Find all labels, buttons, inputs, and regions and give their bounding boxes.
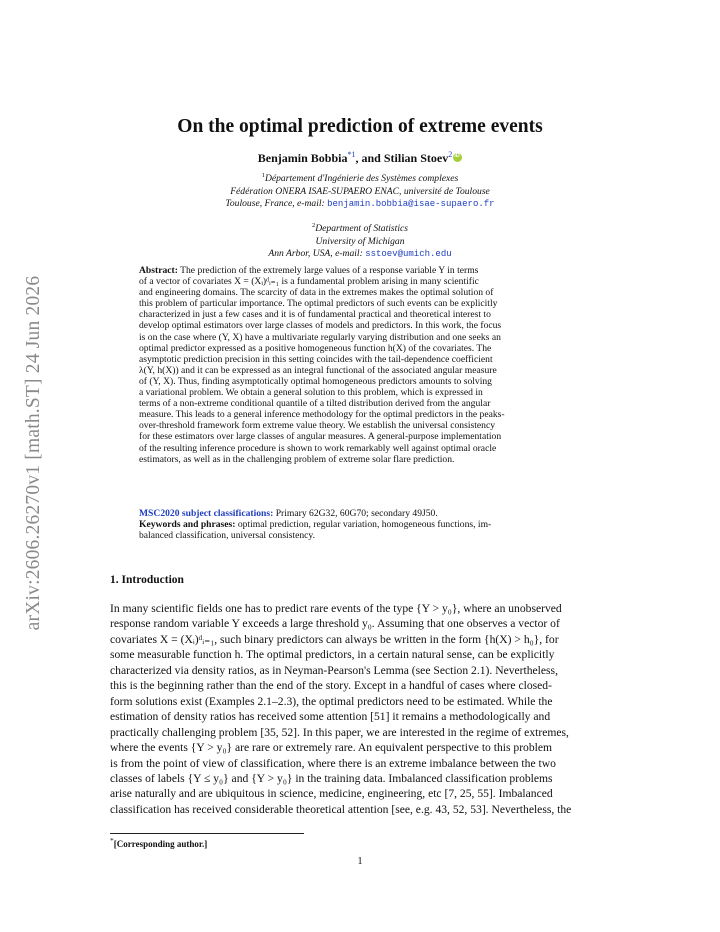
body-line: estimation of density ratios has received some attention [51] it remains a methodologically and <box>110 710 551 724</box>
abstract-line: estimators, as well as in the challenging problem of extreme solar flare prediction. <box>139 453 455 465</box>
abstract-line: of a vector of covariates X = (Xᵢ)ᵈᵢ₌₁ is a fundamental problem arising in many scientific <box>139 276 479 288</box>
abstract-line: and engineering domains. The scarcity of data in the extremes makes the optimal solution of <box>139 287 494 299</box>
abstract-line: optimal predictor expressed as a positive homogeneous function h(X) of the covariates. The <box>139 342 492 354</box>
abstract-line: this problem of particular importance. The optimal predictors of such events can be explicitly <box>139 298 498 310</box>
author-connector: , and <box>355 151 384 165</box>
body-line: covariates X = (Xᵢ)ᵈᵢ₌₁, such binary predictors can always be written in the form {h(X) > h₀}, for <box>110 632 559 646</box>
abstract-line: asymptotic prediction precision in this setting coincides with the tail-dependence coefficient <box>139 353 493 365</box>
abstract-line: a variational problem. We obtain a general solution to this problem, which is expressed in <box>139 387 483 399</box>
abstract-line: of the resulting inference procedure is shown to work remarkably well against optimal oracle <box>139 442 497 454</box>
aff-2-dept: Department of Statistics <box>315 223 408 235</box>
author-1-mark[interactable]: *1 <box>347 150 356 159</box>
footnote-text: [Corresponding author.] <box>113 839 208 849</box>
aff-1-place: Toulouse, France, e-mail: <box>225 198 328 209</box>
orcid-icon[interactable] <box>453 153 462 162</box>
footnote-divider <box>110 833 304 834</box>
abstract-line: develop optimal estimators over large classes of models and predictors. In this work, the focus <box>139 320 502 332</box>
abstract-line: terms of a non-extreme conditional quantile of a tilted distribution derived from the angular <box>139 398 491 410</box>
abstract-line: for these estimators over large classes of angular measures. A general-purpose implementation <box>139 431 502 443</box>
aff-2-org: University of Michigan <box>315 235 405 247</box>
affiliation-2 <box>100 220 620 260</box>
author-2: Stilian Stoev <box>383 151 449 165</box>
abstract <box>139 265 580 465</box>
section-heading: 1. Introduction <box>110 574 184 586</box>
body-line: practically challenging problem [35, 52]. In this paper, we are interested in the regime of extremes, <box>110 725 569 739</box>
aff-2-mark: 2 <box>312 222 316 229</box>
affiliation-1 <box>100 170 620 210</box>
aff-2-place: Ann Arbor, USA, e-mail: <box>268 248 366 259</box>
aff-1-dept: Département d'Ingénierie des Systèmes complexes <box>264 173 459 185</box>
body-line: classification has received considerable theoretical attention [see, e.g. 43, 52, 53]. Nevertheless, the <box>110 802 572 816</box>
aff-1-mark: 1 <box>261 172 265 179</box>
abstract-line: over-threshold framework form extreme value theory. We establish the universal consistency <box>139 420 496 432</box>
abstract-line: λ(Y, h(X)) and it can be expressed as an integral functional of the associated angular measure <box>139 364 497 376</box>
body-line: response random variable Y exceeds a large threshold y₀. Assuming that one observes a vector of <box>110 617 560 631</box>
footnote <box>110 836 207 849</box>
aff-1-org: Fédération ONERA ISAE-SUPAERO ENAC, université de Toulouse <box>230 185 490 197</box>
body-text <box>110 601 610 817</box>
body-line: classes of labels {Y ≤ y₀} and {Y > y₀} in the training data. Imbalanced classification problems <box>110 771 553 785</box>
author-1: Benjamin Bobbia <box>257 151 348 165</box>
aff-2-email[interactable]: sstoev@umich.edu <box>365 249 452 259</box>
keywords-line: optimal prediction, regular variation, homogeneous functions, im- <box>235 519 492 531</box>
author-line <box>100 150 620 166</box>
body-line: In many scientific fields one has to predict rare events of the type {Y > y₀}, where an unobserved <box>110 602 562 615</box>
aff-1-email[interactable]: benjamin.bobbia@isae-supaero.fr <box>327 199 495 209</box>
body-line: arise naturally and are ubiquitous in science, medicine, engineering, etc [7, 25, 55]. Imbalanced <box>110 787 553 801</box>
body-line: this is the beginning rather than the end of the story. Except in a handful of cases where closed- <box>110 679 552 693</box>
abstract-label: Abstract: <box>139 265 178 276</box>
abstract-line: The prediction of the extremely large values of a response variable Y in terms <box>177 265 479 276</box>
body-line: some measurable function h. The optimal predictors, in a certain natural sense, can be explicitly <box>110 648 555 662</box>
keywords-label: Keywords and phrases: <box>139 519 236 531</box>
body-line: is from the point of view of classification, where there is an extreme imbalance between the two <box>110 756 556 770</box>
paper-title: On the optimal prediction of extreme events <box>177 116 543 137</box>
arxiv-sidebar-stamp <box>16 248 52 658</box>
body-line: characterized via density ratios, as in Neyman-Pearson's Lemma (see Section 2.1). Nevertheless, <box>110 663 558 677</box>
footnote-mark: * <box>110 836 114 845</box>
body-line: where the events {Y > y₀} are rare or extremely rare. An equivalent perspective to this problem <box>110 741 553 755</box>
msc-label[interactable]: MSC2020 subject classifications: <box>139 508 274 519</box>
body-line: form solutions exist (Examples 2.1–2.3), the optimal predictors need to be estimated. While the <box>110 694 553 708</box>
abstract-line: characterized in just a few cases and it is of fundamental practical and theoretical interest to <box>139 309 491 321</box>
page-number: 1 <box>357 856 363 867</box>
abstract-line: is on the case where (Y, X) have a multivariate regularly varying distribution and one seeks an <box>139 331 501 343</box>
abstract-line: of (Y, X). Thus, finding asymptotically optimal homogeneous predictors amounts to solving <box>139 375 492 387</box>
keywords-line: balanced classification, universal consistency. <box>139 530 315 542</box>
arxiv-id: arXiv:2606.26270v1 [math.ST] 24 Jun 2026 <box>23 275 44 631</box>
abstract-line: measure. This leads to a general inference methodology for the optimal predictors in the peaks- <box>139 409 505 421</box>
author-2-mark[interactable]: 2 <box>448 150 453 159</box>
msc-value: Primary 62G32, 60G70; secondary 49J50. <box>273 508 438 519</box>
classification-block <box>139 508 580 542</box>
